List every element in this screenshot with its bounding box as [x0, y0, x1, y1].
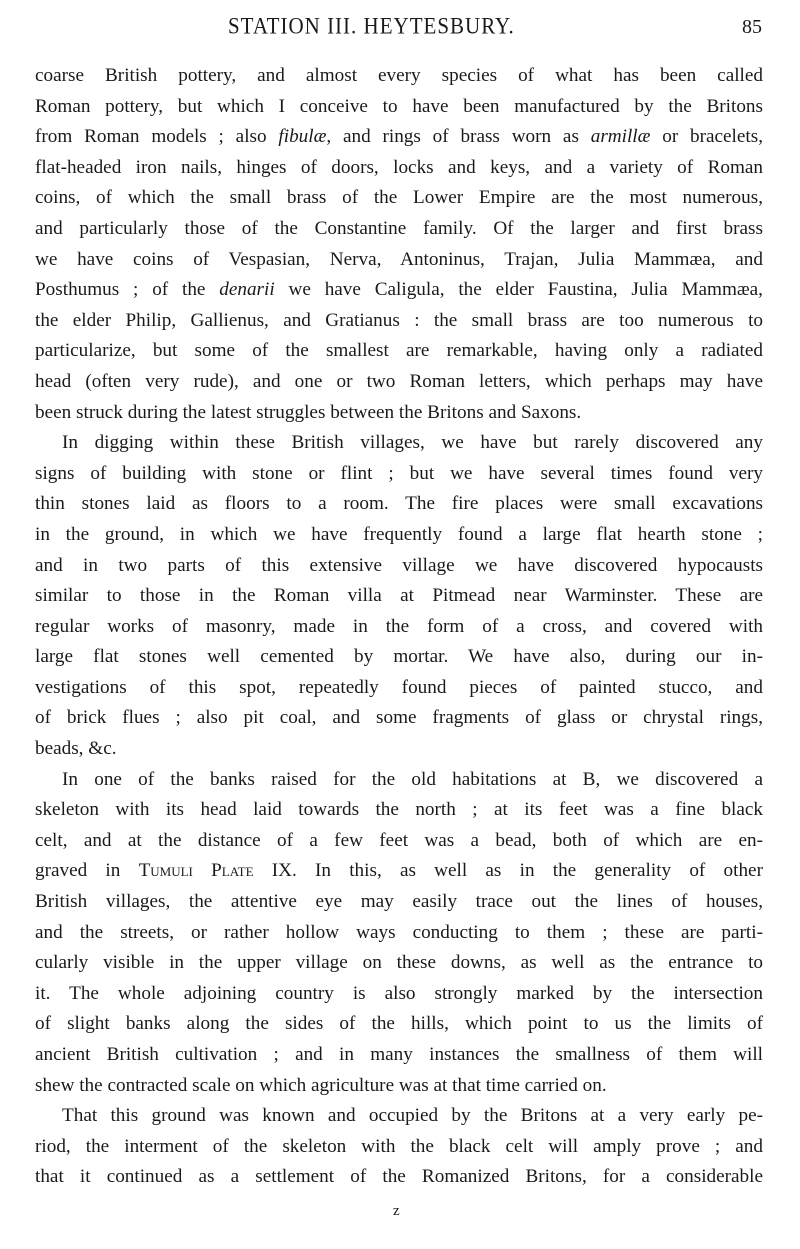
page-header	[0, 8, 800, 42]
body-text	[35, 61, 763, 1193]
text-run: signs of building with stone or flint ; but we have several times found very	[35, 462, 763, 484]
text-line	[35, 214, 763, 245]
text-run: Posthumus ; of the	[35, 279, 220, 301]
text-run: beads, &c.	[35, 738, 117, 760]
text-line	[35, 826, 763, 857]
text-line	[35, 642, 763, 673]
text-run: cularly visible in the upper village on these downs, as well as the entrance to	[35, 952, 763, 974]
text-run: large flat stones well cemented by mortar. We have also, during our in-	[35, 646, 763, 668]
text-run: and particularly those of the Constantine family. Of the larger and first brass	[35, 217, 763, 239]
text-line	[35, 275, 763, 306]
text-run: thin stones laid as floors to a room. The fire places were small excavations	[35, 493, 763, 515]
italic-term: denarii	[219, 279, 275, 301]
paragraph	[35, 1101, 763, 1193]
italic-term: fibulæ	[278, 126, 327, 148]
text-run: regular works of masonry, made in the form of a cross, and covered with	[35, 615, 763, 637]
text-run: or bracelets,	[650, 126, 763, 148]
text-line	[35, 1101, 763, 1132]
text-line	[35, 887, 763, 918]
text-line	[35, 306, 763, 337]
text-line	[35, 612, 763, 643]
text-line	[35, 1162, 763, 1193]
text-line	[35, 795, 763, 826]
text-run: that it continued as a settlement of the Romanized Britons, for a considerable	[35, 1166, 763, 1188]
text-run: the elder Philip, Gallienus, and Gratianus : the small brass are too numerous to	[35, 309, 763, 331]
text-run: celt, and at the distance of a few feet was a bead, both of which are en-	[35, 829, 763, 851]
text-run: In one of the banks raised for the old habitations at B, we discovered a	[62, 768, 763, 790]
text-line	[35, 673, 763, 704]
running-title: STATION III. HEYTESBURY.	[228, 12, 515, 39]
text-run: been struck during the latest struggles between the Britons and Saxons.	[35, 401, 582, 423]
text-line	[35, 703, 763, 734]
text-run: British villages, the attentive eye may easily trace out the lines of houses,	[35, 891, 763, 913]
text-line	[35, 856, 763, 887]
text-line	[35, 61, 763, 92]
text-run: similar to those in the Roman villa at Pitmead near Warminster. These are	[35, 585, 763, 607]
text-run: skeleton with its head laid towards the north ; at its feet was a fine black	[35, 799, 763, 821]
text-run: vestigations of this spot, repeatedly found pieces of painted stucco, and	[35, 676, 763, 698]
text-line	[35, 520, 763, 551]
text-line	[35, 1132, 763, 1163]
text-run: in the ground, in which we have frequently found a large flat hearth stone ;	[35, 523, 763, 545]
text-line	[35, 336, 763, 367]
paragraph	[35, 428, 763, 765]
text-run: particularize, but some of the smallest are remarkable, having only a radiated	[35, 340, 763, 362]
text-line	[35, 183, 763, 214]
text-run: we have coins of Vespasian, Nerva, Antoninus, Trajan, Julia Mammæa, and	[35, 248, 763, 270]
text-line	[35, 367, 763, 398]
text-run: from Roman models ; also	[35, 126, 279, 148]
text-line	[35, 1009, 763, 1040]
text-line	[35, 765, 763, 796]
text-line	[35, 398, 763, 429]
text-run: graved in	[35, 860, 139, 882]
text-line	[35, 734, 763, 765]
text-run: it. The whole adjoining country is also strongly marked by the intersection	[35, 982, 763, 1004]
text-line	[35, 122, 763, 153]
text-run: ancient British cultivation ; and in many instances the smallness of them will	[35, 1044, 763, 1065]
text-line	[35, 92, 763, 123]
text-line	[35, 1071, 763, 1102]
text-run: coarse British pottery, and almost every species of what has been called	[35, 65, 763, 86]
text-run: head (often very rude), and one or two Roman letters, which perhaps may have	[35, 370, 763, 392]
paragraph	[35, 765, 763, 1102]
text-line	[35, 428, 763, 459]
text-line	[35, 948, 763, 979]
text-run: , and rings of brass worn as	[326, 126, 591, 148]
text-run: riod, the interment of the skeleton with the black celt will amply prove ; and	[35, 1135, 763, 1157]
text-run: Roman pottery, but which I conceive to have been manufactured by the Britons	[35, 95, 763, 117]
signature-mark: z	[393, 1203, 400, 1219]
text-line	[35, 551, 763, 582]
text-run: we have Caligula, the elder Faustina, Julia Mammæa,	[274, 279, 763, 301]
text-run: shew the contracted scale on which agriculture was at that time carried on.	[35, 1074, 607, 1096]
small-caps-reference: Tumuli Plate	[138, 860, 254, 882]
text-line	[35, 1040, 763, 1071]
text-line	[35, 459, 763, 490]
text-run: coins, of which the small brass of the Lower Empire are the most numerous,	[35, 187, 763, 209]
text-run: flat-headed iron nails, hinges of doors, locks and keys, and a variety of Roman	[35, 156, 763, 178]
page-number: 85	[742, 16, 762, 38]
text-run: of brick flues ; also pit coal, and some fragments of glass or chrystal rings,	[35, 707, 763, 729]
text-run: and the streets, or rather hollow ways conducting to them ; these are parti-	[35, 921, 763, 943]
text-line	[35, 245, 763, 276]
text-line	[35, 153, 763, 184]
paragraph	[35, 61, 763, 428]
text-line	[35, 918, 763, 949]
text-run: In digging within these British villages, we have but rarely discovered any	[62, 432, 763, 454]
text-line	[35, 979, 763, 1010]
text-run: of slight banks along the sides of the hills, which point to us the limits of	[35, 1013, 763, 1035]
text-line	[35, 489, 763, 520]
text-run: IX. In this, as well as in the generality of other	[253, 860, 763, 882]
text-run: and in two parts of this extensive village we have discovered hypocausts	[35, 554, 763, 576]
text-run: That this ground was known and occupied by the Britons at a very early pe-	[62, 1105, 763, 1127]
text-line	[35, 581, 763, 612]
italic-term: armillæ	[590, 126, 651, 148]
